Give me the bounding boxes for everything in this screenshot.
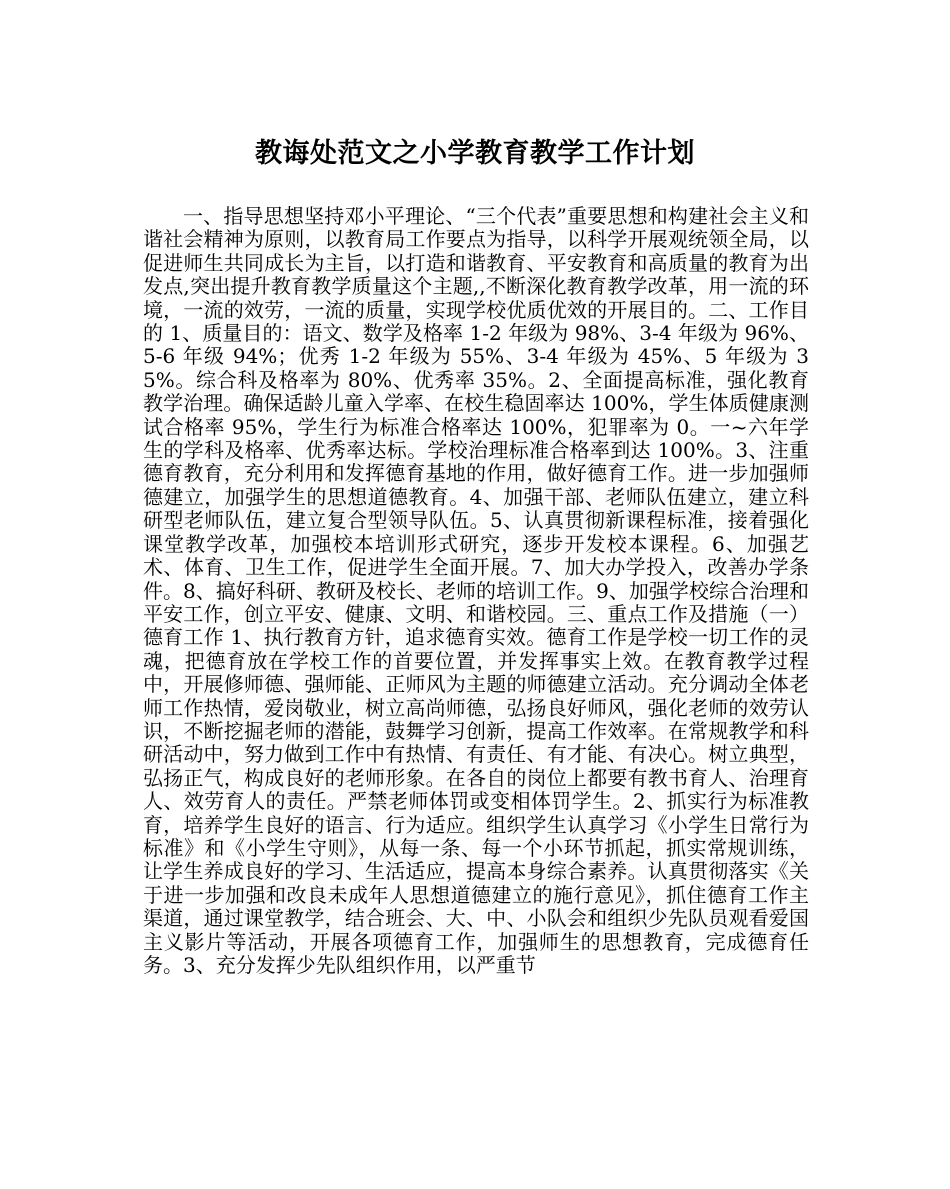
- document-body-paragraph: 一、指导思想坚持邓小平理论、“三个代表”重要思想和构建社会主义和谐社会精神为原则，以教育局工作要点为指导，以科学开展观统领全局，以促进师生共同成长为主旨，以打造和谐教育、平安教育和高质量的教育为出发点,突出提升教育教学质量这个主题,,不断深化教育教学改革，用一流的环境，一流的效劳，一流的质量，实现学校优质优效的开展目的。二、工作目的 1、质量目的：语文、数学及格率 1-2 年级为 98%、3-4 年级为 96%、5-6 年级 94%；优秀 1-2 年级为 55%、3-4 年级为 45%、5 年级为 35%。综合科及格率为 80%、优秀率 35%。2、全面提高标准，强化教育教学治理。确保适龄儿童入学率、在校生稳固率达 100%，学生体质健康测试合格率 95%，学生行为标准合格率达 100%，犯罪率为 0。一~六年学生的学科及格率、优秀率达标。学校治理标准合格率到达 100%。3、注重德育教育，充分利用和发挥德育基地的作用，做好德育工作。进一步加强师德建立，加强学生的思想道德教育。4、加强干部、老师队伍建立，建立科研型老师队伍，建立复合型领导队伍。5、认真贯彻新课程标准，接着强化课堂教学改革，加强校本培训形式研究，逐步开发校本课程。6、加强艺术、体育、卫生工作，促进学生全面开展。7、加大办学投入，改善办学条件。8、搞好科研、教研及校长、老师的培训工作。9、加强学校综合治理和平安工作，创立平安、健康、文明、和谐校园。三、重点工作及措施（一）德育工作 1、执行教育方针，追求德育实效。德育工作是学校一切工作的灵魂，把德育放在学校工作的首要位置，并发挥事实上效。在教育教学过程中，开展修师德、强师能、正师风为主题的师德建立活动。充分调动全体老师工作热情，爱岗敬业，树立高尚师德，弘扬良好师风，强化老师的效劳认识，不断挖掘老师的潜能，鼓舞学习创新，提高工作效率。在常规教学和科研活动中，努力做到工作中有热情、有责任、有才能、有决心。树立典型，弘扬正气，构成良好的老师形象。在各自的岗位上都要有教书育人、治理育人、效劳育人的责任。严禁老师体罚或变相体罚学生。2、抓实行为标准教育，培养学生良好的语言、行为适应。组织学生认真学习《小学生日常行为标准》和《小学生守则》，从每一条、每一个小环节抓起，抓实常规训练，让学生养成良好的学习、生活适应，提高本身综合素养。认真贯彻落实《关于进一步加强和改良未成年人思想道德建立的施行意见》，抓住德育工作主渠道，通过课堂教学，结合班会、大、中、小队会和组织少先队员观看爱国主义影片等活动，开展各项德育工作，加强师生的思想教育，完成德育任务。3、充分发挥少先队组织作用，以严重节: [143, 204, 809, 977]
- document-title: 教诲处范文之小学教育教学工作计划: [255, 138, 695, 169]
